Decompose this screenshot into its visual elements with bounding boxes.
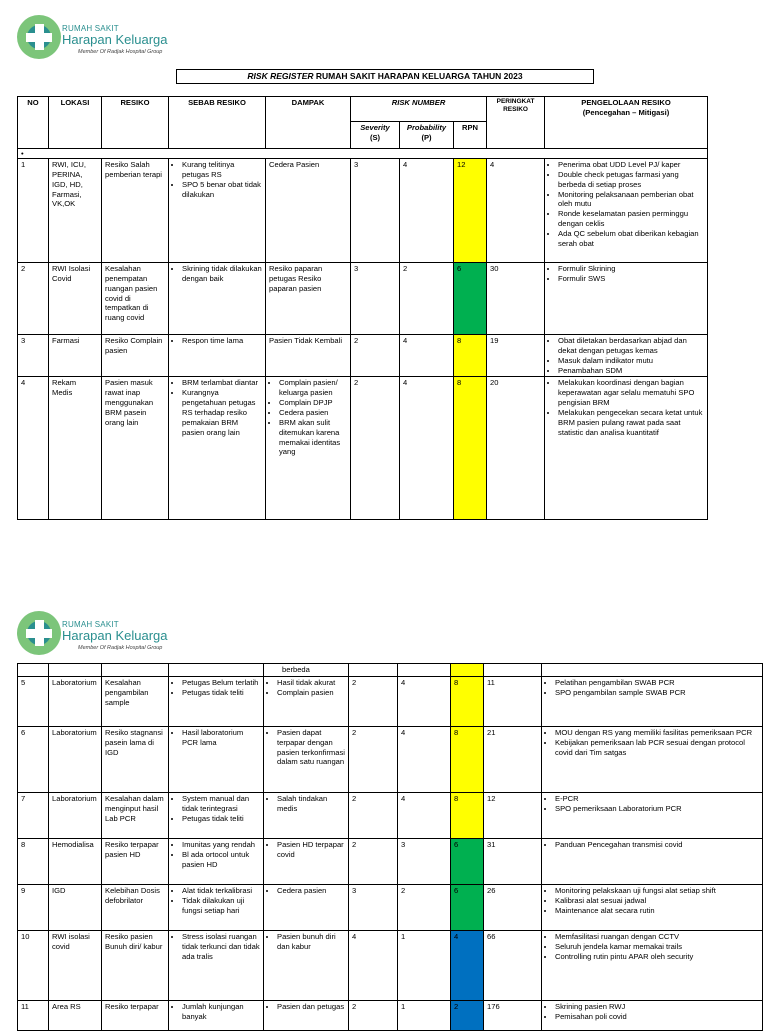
cell-resiko: Resiko terpapar pasien HD	[102, 838, 169, 884]
cell-probability: 1	[398, 1000, 451, 1030]
title-rest: RUMAH SAKIT HARAPAN KELUARGA TAHUN 2023	[313, 71, 523, 81]
cell-peringkat: 11	[484, 676, 542, 726]
cell-rpn: 8	[451, 792, 484, 838]
cell-resiko: Kesalahan penempatan ruangan pasien covid di tempatkan di ruang covid	[102, 263, 169, 335]
list-item: • Kurangnya pengetahuan petugas RS terhadap resiko pemakaian BRM pasien orang lain	[182, 388, 262, 437]
cell-no: 11	[18, 1000, 49, 1030]
list-item: • Petugas tidak teliti	[182, 814, 260, 824]
table-row	[18, 377, 708, 520]
header-resiko: RESIKO	[102, 97, 169, 149]
cell-resiko: Resiko terpapar	[102, 1000, 169, 1030]
cell-pengelolaan-list	[548, 336, 704, 375]
cell-rpn: 8	[454, 335, 487, 377]
header-severity	[351, 122, 400, 149]
list-item: • SPO 5 benar obat tidak dilakukan	[182, 180, 262, 200]
cell-pengelolaan	[542, 1000, 763, 1030]
cell-dampak-list	[267, 728, 345, 767]
cell-probability: 4	[400, 335, 454, 377]
cell-probability: 4	[398, 792, 451, 838]
list-item: • Pasien HD terpapar covid	[277, 840, 345, 860]
cell-severity: 4	[349, 930, 398, 1000]
list-item: • Monitoring pelakskaan uji fungsi alat setiap shift	[555, 886, 759, 896]
cell-pengelolaan-list	[545, 794, 759, 814]
cell-severity: 3	[351, 263, 400, 335]
page1-rows	[18, 159, 708, 520]
list-item: • Skrining tidak dilakukan dengan baik	[182, 264, 262, 284]
cell-dampak: Cedera Pasien	[266, 159, 351, 263]
cell-pengelolaan-list	[545, 932, 759, 962]
cell-dampak	[264, 930, 349, 1000]
header-severity-code: (S)	[369, 132, 381, 142]
cell-probability: 4	[400, 377, 454, 520]
cell-dampak-list	[267, 840, 345, 860]
cell-pengelolaan-list	[548, 378, 704, 437]
cell-resiko: Kesalahan dalam menginput hasil Lab PCR	[102, 792, 169, 838]
cell-pengelolaan-list	[545, 886, 759, 916]
list-item: • Monitoring pelaksanaan pemberian obat oleh mutu	[558, 190, 704, 210]
cont-cell	[398, 664, 451, 677]
cell-dampak-list	[267, 886, 345, 896]
logo-line3: Member Of Radjak Hospital Group	[78, 49, 163, 55]
cont-cell	[349, 664, 398, 677]
cell-sebab-list	[172, 678, 260, 698]
cell-pengelolaan-list	[548, 160, 704, 249]
list-item: • Cedera pasien	[279, 408, 347, 418]
cell-dampak	[266, 377, 351, 520]
cell-pengelolaan	[542, 930, 763, 1000]
cell-severity: 2	[349, 792, 398, 838]
bullet-row	[18, 149, 708, 159]
cell-resiko: Kelebihan Dosis defobrilator	[102, 884, 169, 930]
cell-severity: 2	[349, 838, 398, 884]
list-item: • Hasil tidak akurat	[277, 678, 345, 688]
header-peringkat: PERINGKAT RESIKO	[487, 97, 545, 149]
list-item: • Ronde keselamatan pasien perminggu dengan ceklis	[558, 209, 704, 229]
list-item: • Memfasilitasi ruangan dengan CCTV	[555, 932, 759, 942]
list-item: • Pasien bunuh diri dan kabur	[277, 932, 345, 952]
list-item: • Kurang telitinya petugas RS	[182, 160, 262, 180]
table-row	[18, 1000, 763, 1030]
cell-lokasi: Farmasi	[49, 335, 102, 377]
cell-rpn: 12	[454, 159, 487, 263]
cell-resiko: Resiko Complain pasien	[102, 335, 169, 377]
cell-probability: 3	[398, 838, 451, 884]
cell-no: 8	[18, 838, 49, 884]
header-severity-label: Severity	[360, 123, 390, 132]
cell-peringkat: 176	[484, 1000, 542, 1030]
list-item: • Imunitas yang rendah	[182, 840, 260, 850]
list-item: • System manual dan tidak terintegrasi	[182, 794, 260, 814]
cell-resiko: Kesalahan pengambilan sample	[102, 676, 169, 726]
cont-cell	[169, 664, 264, 677]
cell-pengelolaan-list	[545, 678, 759, 698]
cell-peringkat: 26	[484, 884, 542, 930]
cell-dampak	[264, 838, 349, 884]
cell-pengelolaan-list	[548, 264, 704, 284]
cont-cell	[484, 664, 542, 677]
table-row	[18, 676, 763, 726]
list-item: • Pelatihan pengambilan SWAB PCR	[555, 678, 759, 688]
cell-dampak	[264, 792, 349, 838]
cell-no: 5	[18, 676, 49, 726]
cont-cell	[18, 664, 49, 677]
list-item: • Obat diletakan berdasarkan abjad dan dekat dengan petugas kemas	[558, 336, 704, 356]
cell-sebab-list	[172, 1002, 260, 1022]
header-probability-label: Probability	[406, 123, 447, 132]
cell-sebab	[169, 263, 266, 335]
list-item: • Double check petugas farmasi yang berbeda di setiap proses	[558, 170, 704, 190]
cell-rpn: 8	[454, 377, 487, 520]
list-item: • Skrining pasien RWJ	[555, 1002, 759, 1012]
table-row	[18, 884, 763, 930]
cell-severity: 2	[351, 377, 400, 520]
cell-pengelolaan-list	[545, 1002, 759, 1022]
cell-sebab-list	[172, 840, 260, 870]
cell-rpn: 6	[451, 838, 484, 884]
risk-register-table-continued	[17, 663, 763, 1031]
hospital-logo-page2	[16, 608, 176, 658]
list-item: • Complain pasien/ keluarga pasien	[279, 378, 347, 398]
cell-pengelolaan	[542, 726, 763, 792]
list-item: • Formulir Skrining	[558, 264, 704, 274]
cell-sebab	[169, 335, 266, 377]
cell-resiko: Pasien masuk rawat inap menggunakan BRM pasein orang lain	[102, 377, 169, 520]
list-item: • Bl ada ortocol untuk pasien HD	[182, 850, 260, 870]
list-item: • Complain DPJP	[279, 398, 347, 408]
cell-sebab-list	[172, 932, 260, 962]
list-item: • Jumlah kunjungan banyak	[182, 1002, 260, 1022]
cell-lokasi: RWI Isolasi Covid	[49, 263, 102, 335]
cell-no: 7	[18, 792, 49, 838]
cell-lokasi: RWI isolasi covid	[49, 930, 102, 1000]
cell-dampak-list	[267, 932, 345, 952]
cell-sebab	[169, 930, 264, 1000]
cell-no: 10	[18, 930, 49, 1000]
cell-lokasi: RWI, ICU, PERINA, IGD, HD, Farmasi, VK,OK	[49, 159, 102, 263]
cell-severity: 3	[349, 884, 398, 930]
list-item: • Penambahan SDM	[558, 366, 704, 376]
cell-probability: 2	[398, 884, 451, 930]
cell-sebab-list	[172, 728, 260, 748]
header-no: NO	[18, 97, 49, 149]
cell-no: 9	[18, 884, 49, 930]
cell-pengelolaan	[545, 377, 708, 520]
header-risk-number: RISK NUMBER	[351, 97, 487, 122]
cell-probability: 4	[398, 676, 451, 726]
cell-no: 3	[18, 335, 49, 377]
cell-sebab	[169, 1000, 264, 1030]
cell-sebab-list	[172, 794, 260, 824]
header-sebab: SEBAB RESIKO	[169, 97, 266, 149]
list-item: • Ada QC sebelum obat diberikan kebagian serah obat	[558, 229, 704, 249]
cell-dampak: Resiko paparan petugas Resiko paparan pasien	[266, 263, 351, 335]
cell-rpn: 8	[451, 676, 484, 726]
header-row	[18, 97, 708, 122]
document-title	[176, 69, 594, 84]
list-item: • Alat tidak terkalibrasi	[182, 886, 260, 896]
page-2	[0, 600, 768, 1024]
list-item: • BRM akan sulit ditemukan karena memakai identitas yang	[279, 418, 347, 457]
logo-line1: RUMAH SAKIT	[62, 24, 119, 33]
list-item: • Petugas tidak teliti	[182, 688, 260, 698]
list-item: • MOU dengan RS yang memiliki fasilitas pemeriksaan PCR	[555, 728, 759, 738]
cont-rpn	[451, 664, 484, 677]
cell-no: 6	[18, 726, 49, 792]
list-item: • Pasien dapat terpapar dengan pasien terkonfirmasi dalam satu ruangan	[277, 728, 345, 767]
cross-logo-icon	[16, 608, 62, 658]
cont-dampak: berbeda	[264, 664, 349, 677]
header-probability	[400, 122, 454, 149]
cont-cell	[49, 664, 102, 677]
table-row	[18, 838, 763, 884]
cell-no: 2	[18, 263, 49, 335]
cell-rpn: 8	[451, 726, 484, 792]
cell-peringkat: 19	[487, 335, 545, 377]
logo-line3: Member Of Radjak Hospital Group	[78, 645, 163, 651]
cell-rpn: 6	[451, 884, 484, 930]
cell-resiko: Resiko pasien Bunuh diri/ kabur	[102, 930, 169, 1000]
cell-sebab-list	[172, 264, 262, 284]
list-item: • Kebijakan pemeriksaan lab PCR sesuai dengan protocol covid dari Tim satgas	[555, 738, 759, 758]
table-row	[18, 792, 763, 838]
list-item: • Tidak dilakukan uji fungsi setiap hari	[182, 896, 260, 916]
list-item: • Kalibrasi alat sesuai jadwal	[555, 896, 759, 906]
cell-pengelolaan	[545, 159, 708, 263]
list-item: • SPO pengambilan sample SWAB PCR	[555, 688, 759, 698]
list-item: • E-PCR	[555, 794, 759, 804]
cell-probability: 4	[400, 159, 454, 263]
list-item: • Seluruh jendela kamar memakai trails	[555, 942, 759, 952]
table-row	[18, 726, 763, 792]
cell-peringkat: 30	[487, 263, 545, 335]
cell-pengelolaan	[545, 263, 708, 335]
header-probability-code: (P)	[421, 132, 432, 142]
list-item: • Pemisahan poli covid	[555, 1012, 759, 1022]
list-item: • Masuk dalam indikator mutu	[558, 356, 704, 366]
cell-severity: 2	[349, 726, 398, 792]
cell-pengelolaan	[542, 884, 763, 930]
cell-dampak	[264, 726, 349, 792]
cell-pengelolaan-list	[545, 840, 759, 850]
cell-sebab	[169, 726, 264, 792]
header-lokasi: LOKASI	[49, 97, 102, 149]
list-item: • Respon time lama	[182, 336, 262, 346]
cell-sebab	[169, 792, 264, 838]
cell-resiko: Resiko Salah pemberian terapi	[102, 159, 169, 263]
cross-logo-icon	[16, 12, 62, 62]
cell-peringkat: 21	[484, 726, 542, 792]
cell-severity: 2	[351, 335, 400, 377]
cell-dampak	[264, 676, 349, 726]
cell-sebab	[169, 838, 264, 884]
cell-severity: 2	[349, 1000, 398, 1030]
cell-pengelolaan	[542, 676, 763, 726]
cell-lokasi: Area RS	[49, 1000, 102, 1030]
cell-peringkat: 20	[487, 377, 545, 520]
cell-dampak	[264, 1000, 349, 1030]
table-row	[18, 263, 708, 335]
cont-cell	[542, 664, 763, 677]
cell-rpn: 4	[451, 930, 484, 1000]
cell-peringkat: 4	[487, 159, 545, 263]
cell-no: 4	[18, 377, 49, 520]
cell-resiko: Resiko stagnansi pasein lama di IGD	[102, 726, 169, 792]
cell-dampak: Pasien Tidak Kembali	[266, 335, 351, 377]
table-row	[18, 335, 708, 377]
cell-peringkat: 66	[484, 930, 542, 1000]
logo-line2: Harapan Keluarga	[62, 32, 168, 47]
list-item: • Formulir SWS	[558, 274, 704, 284]
list-item: • Stress isolasi ruangan tidak terkunci dan tidak ada tralis	[182, 932, 260, 962]
list-item: • Panduan Pencegahan transmisi covid	[555, 840, 759, 850]
list-item: • BRM terlambat diantar	[182, 378, 262, 388]
cell-rpn: 6	[454, 263, 487, 335]
cell-sebab-list	[172, 336, 262, 346]
cell-dampak-list	[267, 1002, 345, 1012]
cell-pengelolaan	[545, 335, 708, 377]
list-item: • Petugas Belum terlatih	[182, 678, 260, 688]
cell-severity: 2	[349, 676, 398, 726]
cell-probability: 2	[400, 263, 454, 335]
cell-pengelolaan-list	[545, 728, 759, 758]
cell-dampak	[264, 884, 349, 930]
cell-lokasi: Rekam Medis	[49, 377, 102, 520]
list-item: • Maintenance alat secara rutin	[555, 906, 759, 916]
list-item: • Melakukan pengecekan secara ketat untuk BRM pasien pulang rawat pada saat statistic dan analisa kuantitatif	[558, 408, 704, 438]
cell-sebab	[169, 884, 264, 930]
cell-severity: 3	[351, 159, 400, 263]
list-item: • Melakukan koordinasi dengan bagian keperawatan agar selalu mematuhi SPO pengisian BRM	[558, 378, 704, 408]
cell-dampak-list	[269, 378, 347, 457]
cell-sebab	[169, 377, 266, 520]
list-item: • Penerima obat UDD Level PJ/ kaper	[558, 160, 704, 170]
cell-peringkat: 12	[484, 792, 542, 838]
list-item: • SPO pemeriksaan Laboratorium PCR	[555, 804, 759, 814]
page2-rows	[18, 664, 763, 1031]
header-pengelolaan-sub: (Pencegahan – Mitigasi)	[582, 107, 670, 117]
bullet-cell: •	[18, 149, 708, 159]
list-item: • Hasil laboratorium PCR lama	[182, 728, 260, 748]
cell-sebab-list	[172, 886, 260, 916]
cell-rpn: 2	[451, 1000, 484, 1030]
cell-lokasi: Laboratorium	[49, 792, 102, 838]
list-item: • Salah tindakan medis	[277, 794, 345, 814]
cell-peringkat: 31	[484, 838, 542, 884]
list-item: • Cedera pasien	[277, 886, 345, 896]
cell-dampak-list	[267, 678, 345, 698]
cell-lokasi: Hemodialisa	[49, 838, 102, 884]
cell-sebab	[169, 676, 264, 726]
cont-cell	[102, 664, 169, 677]
cell-sebab	[169, 159, 266, 263]
hospital-logo	[16, 12, 176, 62]
cell-lokasi: Laboratorium	[49, 676, 102, 726]
header-pengelolaan	[545, 97, 708, 149]
risk-register-table	[17, 96, 708, 520]
list-item: • Complain pasien	[277, 688, 345, 698]
cell-no: 1	[18, 159, 49, 263]
table-row	[18, 930, 763, 1000]
cell-dampak-list	[267, 794, 345, 814]
header-rpn: RPN	[454, 122, 487, 149]
cell-pengelolaan	[542, 792, 763, 838]
list-item: • Controlling rutin pintu APAR oleh security	[555, 952, 759, 962]
list-item: • Pasien dan petugas	[277, 1002, 345, 1012]
header-dampak: DAMPAK	[266, 97, 351, 149]
table-row	[18, 159, 708, 263]
cell-sebab-list	[172, 160, 262, 199]
cell-probability: 1	[398, 930, 451, 1000]
logo-line2: Harapan Keluarga	[62, 628, 168, 643]
cell-sebab-list	[172, 378, 262, 437]
title-italic: RISK REGISTER	[247, 71, 314, 81]
cell-pengelolaan	[542, 838, 763, 884]
cell-lokasi: IGD	[49, 884, 102, 930]
continuation-row	[18, 664, 763, 677]
cell-lokasi: Laboratorium	[49, 726, 102, 792]
logo-line1: RUMAH SAKIT	[62, 620, 119, 629]
header-pengelolaan-title: PENGELOLAAN RESIKO	[581, 98, 671, 107]
cell-probability: 4	[398, 726, 451, 792]
